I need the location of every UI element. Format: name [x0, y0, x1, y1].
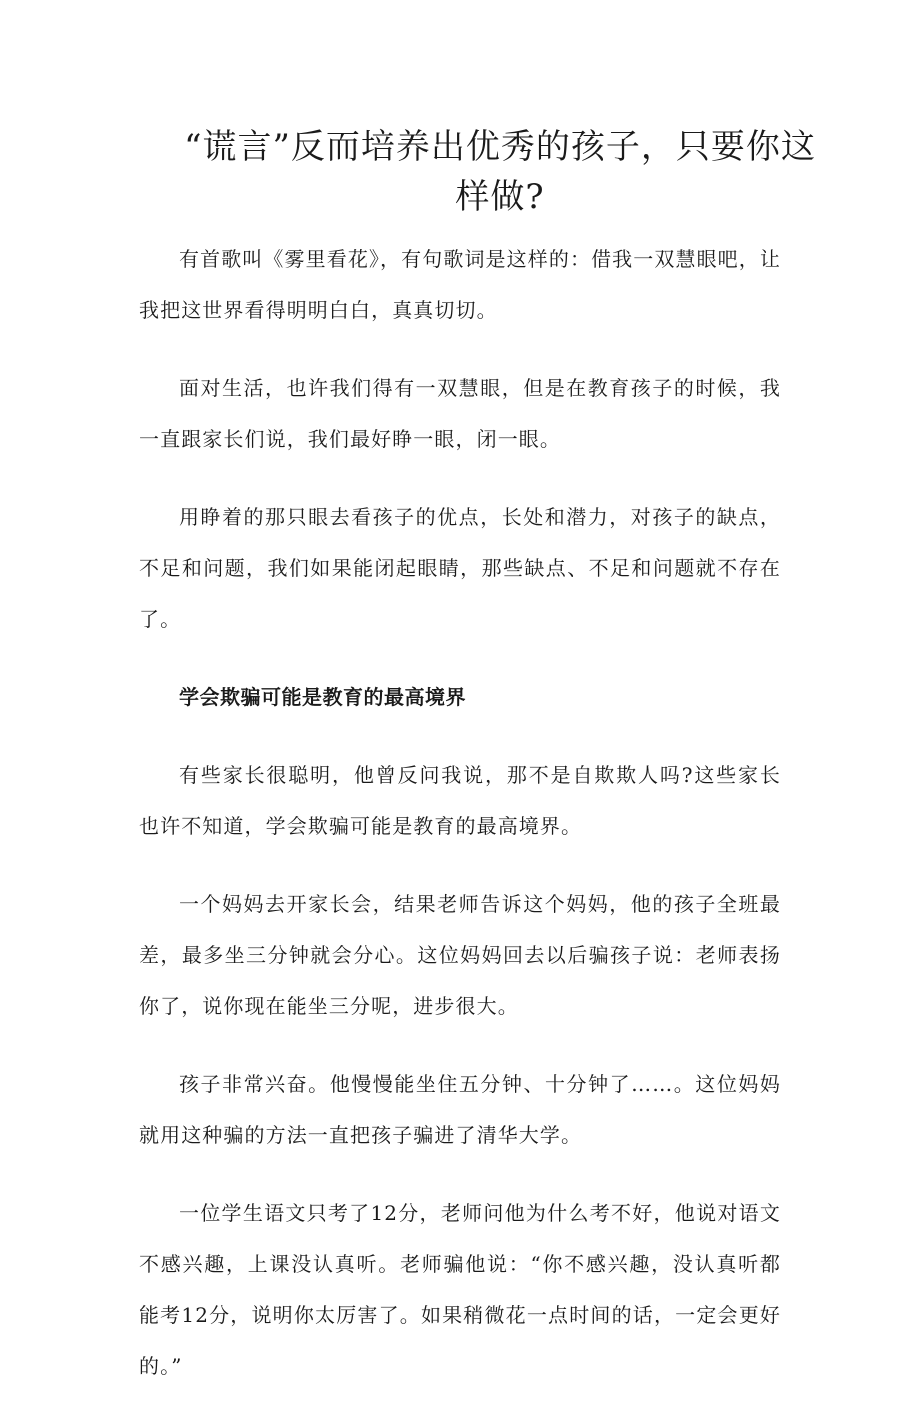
- paragraph-6: 孩子非常兴奋。他慢慢能坐住五分钟、十分钟了……。这位妈妈就用这种骗的方法一直把孩子骗进了清华大学。: [139, 1072, 781, 1147]
- paragraph-2: 面对生活，也许我们得有一双慧眼，但是在教育孩子的时候，我一直跟家长们说，我们最好睁一眼，闭一眼。: [139, 376, 781, 451]
- paragraph-4: 有些家长很聪明，他曾反问我说，那不是自欺欺人吗?这些家长也许不知道，学会欺骗可能是教育的最高境界。: [139, 763, 781, 838]
- paragraph-7: 一位学生语文只考了12分，老师问他为什么考不好，他说对语文不感兴趣，上课没认真听。老师骗他说：“你不感兴趣，没认真听都能考12分，说明你太厉害了。如果稍微花一点时间的话，一定会更好的。”: [139, 1201, 781, 1378]
- paragraph-3: 用睁着的那只眼去看孩子的优点，长处和潜力，对孩子的缺点，不足和问题，我们如果能闭起眼睛，那些缺点、不足和问题就不存在了。: [139, 505, 781, 631]
- document-body: [139, 234, 781, 1419]
- paragraph-1: 有首歌叫《雾里看花》，有句歌词是这样的：借我一双慧眼吧，让我把这世界看得明明白白，真真切切。: [139, 247, 781, 322]
- paragraph-5: 一个妈妈去开家长会，结果老师告诉这个妈妈，他的孩子全班最差，最多坐三分钟就会分心。这位妈妈回去以后骗孩子说：老师表扬你了，说你现在能坐三分呢，进步很大。: [139, 892, 781, 1018]
- section-heading: 学会欺骗可能是教育的最高境界: [179, 685, 466, 709]
- document-title: “谎言”反而培养出优秀的孩子，只要你这样做?: [184, 127, 816, 217]
